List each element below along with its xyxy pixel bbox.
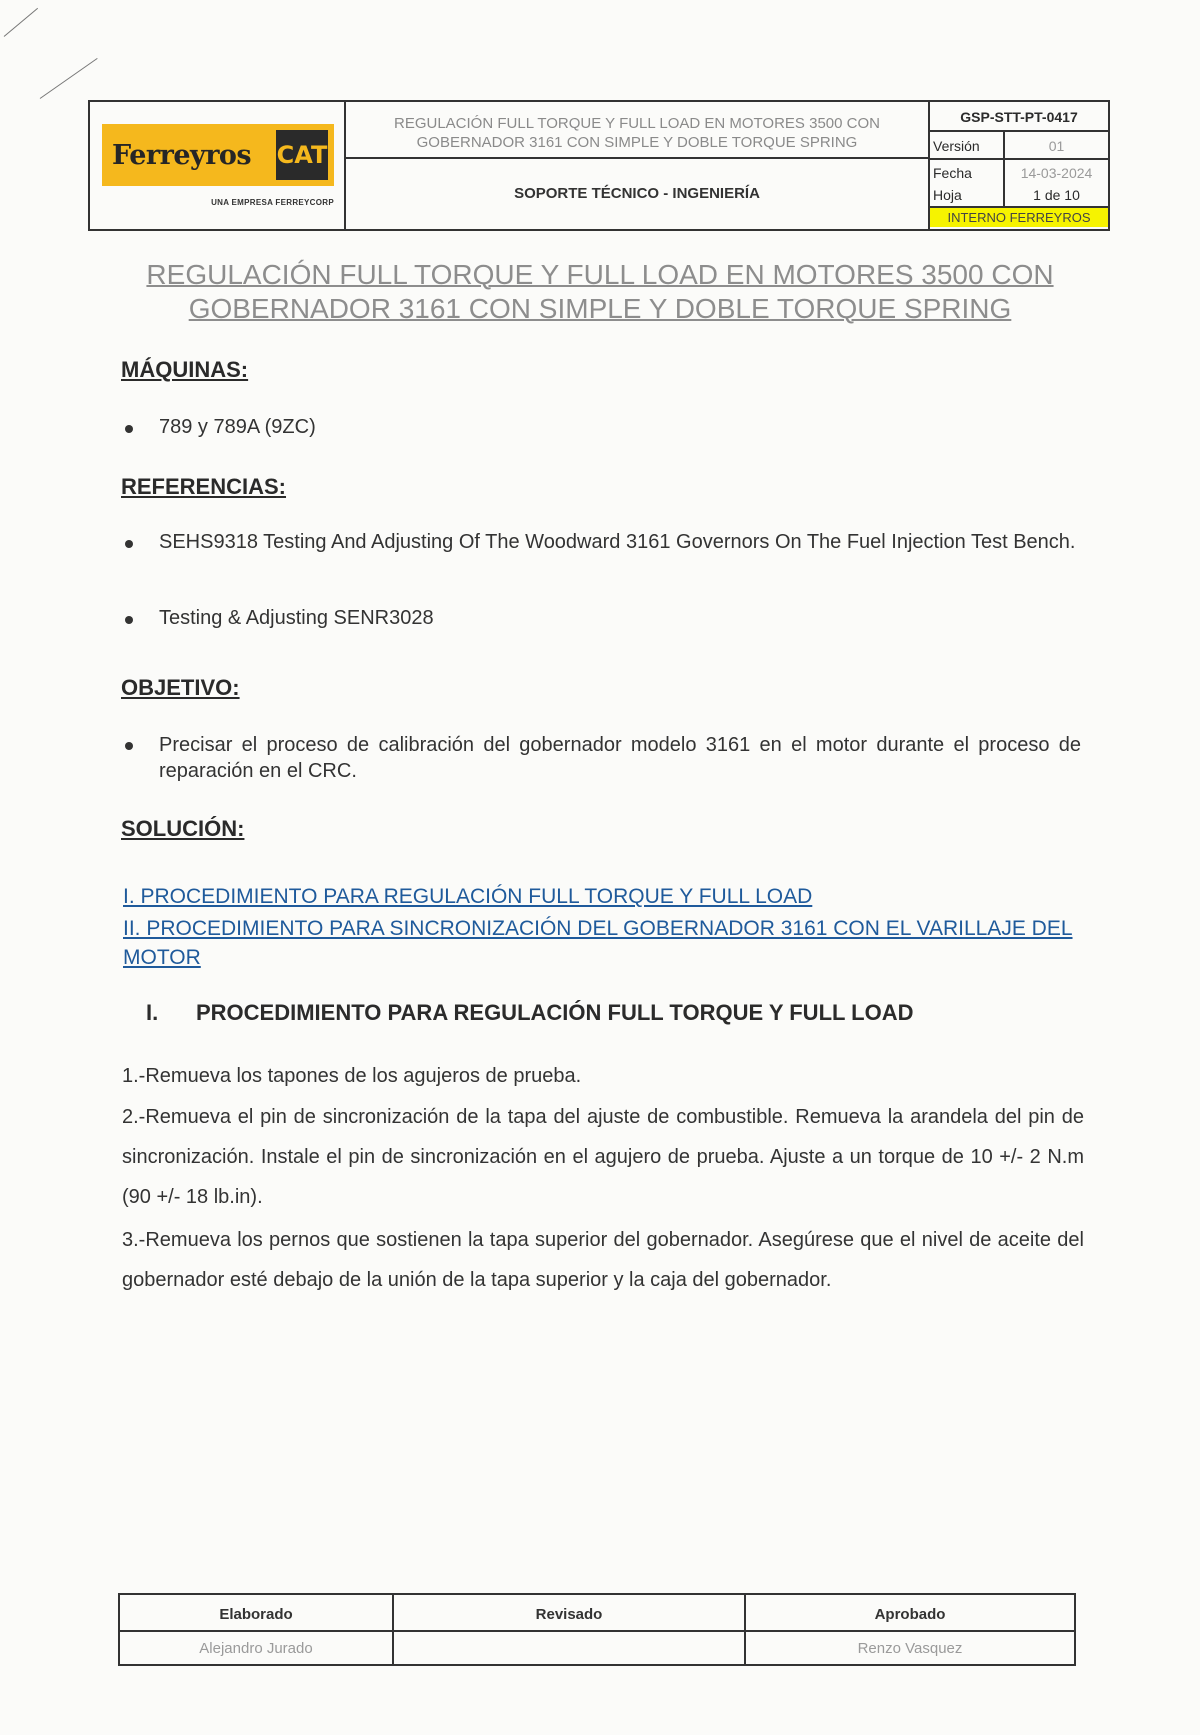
document-header (88, 100, 1110, 231)
pen-mark (40, 58, 98, 99)
header-doc-title-line1: REGULACIÓN FULL TORQUE Y FULL LOAD EN MOTORES 3500 CON (394, 115, 880, 132)
bullet-icon (125, 616, 133, 624)
company-logo (102, 124, 334, 186)
list-item (121, 409, 1081, 445)
solucion-heading: SOLUCIÓN: (121, 816, 245, 841)
document-code: GSP-STT-PT-0417 (930, 102, 1108, 132)
header-doc-title-line2: GOBERNADOR 3161 CON SIMPLE Y DOBLE TORQUE SPRING (416, 134, 858, 151)
procedure-title: PROCEDIMIENTO PARA REGULACIÓN FULL TORQUE Y FULL LOAD (196, 1000, 914, 1025)
objetivo-heading: OBJETIVO: (121, 675, 240, 700)
elaborado-name: Alejandro Jurado (199, 1640, 313, 1657)
elaborado-cell (120, 1595, 392, 1664)
header-doc-title (346, 102, 928, 159)
sheet-value: 1 de 10 (1033, 187, 1080, 203)
logo-subtitle: UNA EMPRESA FERREYCORP (211, 198, 334, 207)
department: SOPORTE TÉCNICO - INGENIERÍA (514, 185, 760, 202)
solucion-link-1[interactable]: I. PROCEDIMIENTO PARA REGULACIÓN FULL TORQUE Y FULL LOAD (123, 885, 813, 908)
procedure-step-2: 2.-Remueva el pin de sincronización de la tapa del ajuste de combustible. Remueva la arandela del pin de sincronización. Instale el pin de sincronización en el agujero de prueba. Ajuste a un torque de 10 +/- 2 N.m (90 +/- 18 lb.in). (122, 1106, 1084, 1208)
page-title (110, 258, 1090, 326)
elaborado-label: Elaborado (120, 1595, 392, 1632)
logo-text: Ferreyros (112, 139, 252, 171)
procedure-step-1: 1.-Remueva los tapones de los agujeros de prueba. (122, 1065, 582, 1087)
procedure-heading (146, 1000, 913, 1026)
solucion-link-2[interactable]: II. PROCEDIMIENTO PARA SINCRONIZACIÓN DEL GOBERNADOR 3161 CON EL VARILLAJE DEL MOTOR (123, 917, 1073, 969)
referencias-item: Testing & Adjusting SENR3028 (159, 607, 434, 629)
revisado-name (394, 1632, 744, 1664)
objetivo-item: Precisar el proceso de calibración del gobernador modelo 3161 en el motor durante el proceso de reparación en el CRC. (159, 734, 1081, 782)
version-value: 01 (1048, 138, 1065, 154)
list-item (121, 600, 1081, 636)
page-title-line1: REGULACIÓN FULL TORQUE Y FULL LOAD EN MOTORES 3500 CON (146, 259, 1054, 290)
referencias-heading: REFERENCIAS: (121, 474, 287, 499)
referencias-item: SEHS9318 Testing And Adjusting Of The Woodward 3161 Governors On The Fuel Injection Test Bench. (159, 531, 1076, 553)
page-title-line2: GOBERNADOR 3161 CON SIMPLE Y DOBLE TORQUE SPRING (188, 293, 1012, 324)
version-row (930, 132, 1108, 160)
cat-badge: CAT (276, 130, 328, 180)
company-logo-cell (90, 102, 346, 229)
list-item (121, 524, 1081, 560)
sheet-row (930, 184, 1108, 206)
date-value: 14-03-2024 (1020, 165, 1093, 181)
aprobado-name: Renzo Vasquez (857, 1640, 963, 1657)
list-item (121, 732, 1081, 784)
procedure-step-3: 3.-Remueva los pernos que sostienen la tapa superior del gobernador. Asegúrese que el nivel de aceite del gobernador esté debajo de la unión de la tapa superior y la caja del gobernador. (122, 1229, 1084, 1291)
revisado-cell (392, 1595, 744, 1664)
bullet-icon (125, 742, 133, 750)
revisado-label: Revisado (394, 1595, 744, 1632)
aprobado-label: Aprobado (746, 1595, 1074, 1632)
maquinas-heading: MÁQUINAS: (121, 357, 249, 382)
sheet-label: Hoja (930, 184, 1005, 206)
version-label: Versión (930, 132, 1005, 158)
bullet-icon (125, 425, 133, 433)
document-meta (928, 102, 1108, 229)
maquinas-item: 789 y 789A (9ZC) (159, 416, 316, 438)
procedure-number: I. (146, 1000, 159, 1025)
bullet-icon (125, 540, 133, 548)
approval-table (118, 1593, 1076, 1666)
pen-mark (4, 8, 38, 37)
date-label: Fecha (930, 160, 1005, 184)
classification-badge: INTERNO FERREYROS (930, 206, 1108, 227)
aprobado-cell (744, 1595, 1074, 1664)
date-row (930, 160, 1108, 184)
